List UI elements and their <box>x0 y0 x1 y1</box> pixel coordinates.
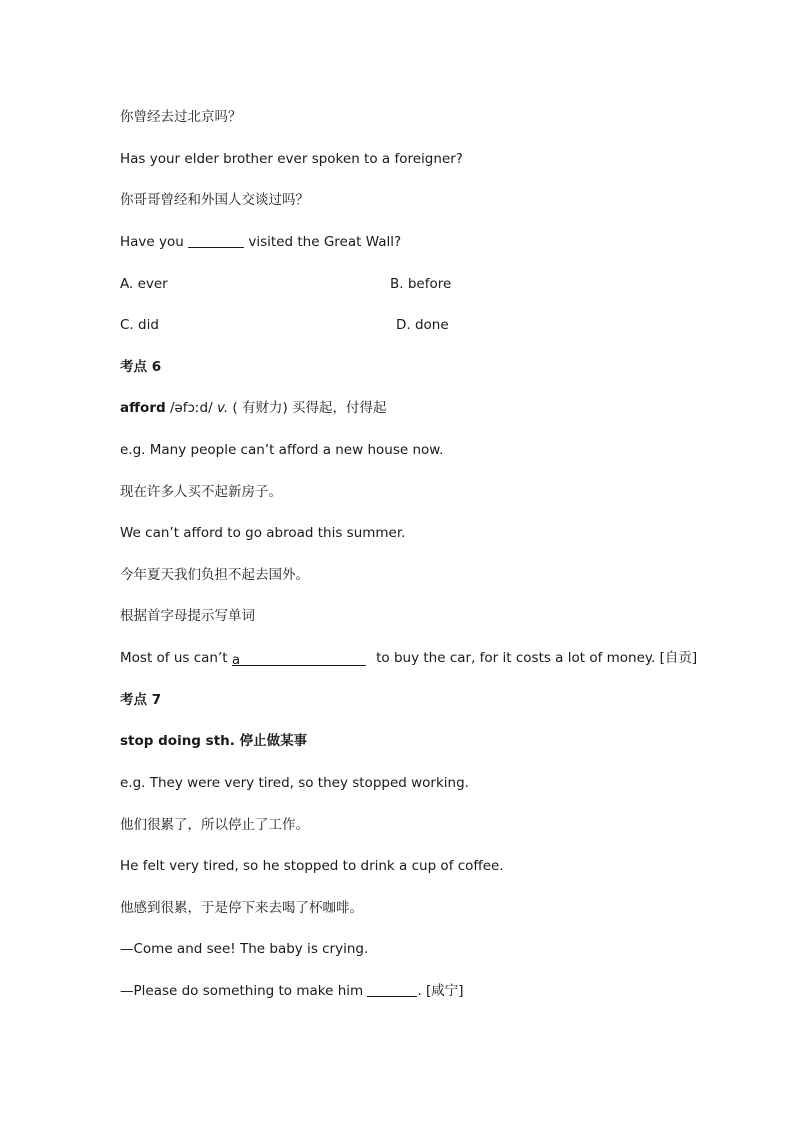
question-line <box>120 982 464 1000</box>
vocab-entry: stop doing sth. 停止做某事 <box>120 733 308 749</box>
phonetic: /əfɔːd/ <box>165 400 217 416</box>
answer-blank <box>367 982 417 997</box>
part-of-speech: v. <box>216 400 229 416</box>
question-text: to buy the car, for it costs a lot of money. [自贡] <box>371 650 698 666</box>
option-a: A. ever <box>120 276 168 292</box>
hint-letter: a <box>231 652 241 668</box>
option-c: C. did <box>120 317 159 333</box>
example-translation: 他感到很累，于是停下来去喝了杯咖啡。 <box>120 900 363 916</box>
question-line <box>120 233 401 251</box>
example-sentence: He felt very tired, so he stopped to drink a cup of coffee. <box>120 858 504 874</box>
example-sentence: e.g. Many people can’t afford a new house now. <box>120 442 444 458</box>
text-line: 你曾经去过北京吗？ <box>120 109 242 125</box>
text-line: 你哥哥曾经和外国人交谈过吗？ <box>120 192 309 208</box>
answer-blank <box>232 651 366 666</box>
question-text: Most of us can’t <box>120 650 232 666</box>
vocab-entry <box>120 399 387 417</box>
text-line: Has your elder brother ever spoken to a foreigner? <box>120 151 463 167</box>
definition: ( 有财力) 买得起，付得起 <box>228 400 387 416</box>
answer-blank <box>188 233 244 248</box>
dialogue-line: —Come and see! The baby is crying. <box>120 941 369 957</box>
section-heading: 考点 6 <box>120 359 162 375</box>
exercise-instruction: 根据首字母提示写单词 <box>120 608 255 624</box>
section-heading: 考点 7 <box>120 692 162 708</box>
vocab-word: afford <box>120 400 166 416</box>
example-sentence: We can’t afford to go abroad this summer. <box>120 525 406 541</box>
example-translation: 他们很累了，所以停止了工作。 <box>120 817 309 833</box>
example-sentence: e.g. They were very tired, so they stopped working. <box>120 775 469 791</box>
example-translation: 现在许多人买不起新房子。 <box>120 484 282 500</box>
question-text: . [咸宁] <box>417 983 464 999</box>
question-text: —Please do something to make him <box>120 983 368 999</box>
question-text: Have you <box>120 234 189 250</box>
option-b: B. before <box>390 276 452 292</box>
example-translation: 今年夏天我们负担不起去国外。 <box>120 567 309 583</box>
option-d: D. done <box>396 317 449 333</box>
question-line <box>120 649 697 667</box>
question-text: visited the Great Wall? <box>244 234 402 250</box>
